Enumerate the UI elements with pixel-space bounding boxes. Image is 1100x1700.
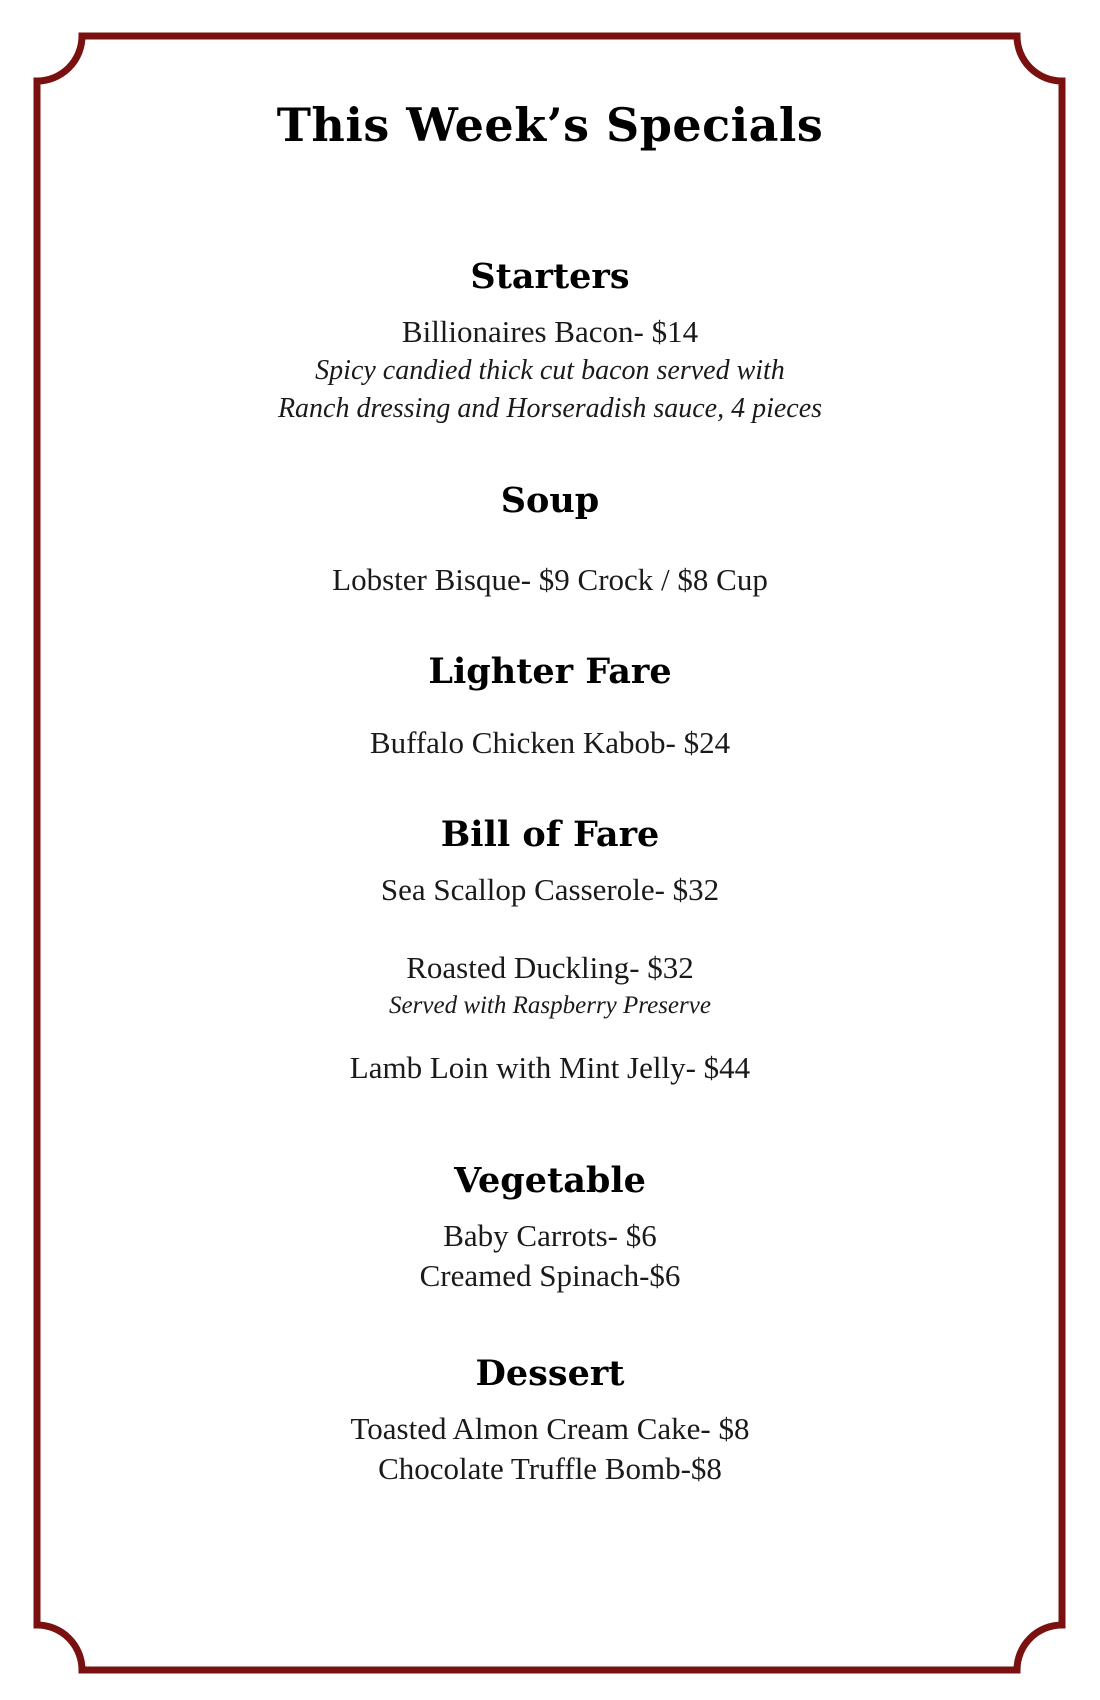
menu-item-billionaires-bacon: Billionaires Bacon- $14 <box>401 314 699 349</box>
menu-item-description: Spicy candied thick cut bacon served with <box>315 355 785 387</box>
menu-item-chocolate-truffle-bomb: Chocolate Truffle Bomb-$8 <box>378 1451 722 1487</box>
menu-item-roasted-duckling: Roasted Duckling- $32 <box>406 950 694 986</box>
menu-item-description: Ranch dressing and Horseradish sauce, 4 pieces <box>277 393 823 425</box>
section-lighter-fare <box>0 651 1100 763</box>
menu-item-lamb-loin: Lamb Loin with Mint Jelly- $44 <box>349 1050 751 1086</box>
menu-item-lobster-bisque: Lobster Bisque- $9 Crock / $8 Cup <box>332 562 768 597</box>
section-heading-vegetable: Vegetable <box>454 1160 646 1201</box>
menu-item-buffalo-chicken-kabob: Buffalo Chicken Kabob- $24 <box>369 725 731 760</box>
menu-item-description: Served with Raspberry Preserve <box>389 991 711 1019</box>
section-soup <box>0 480 1100 600</box>
section-heading-soup: Soup <box>500 480 600 521</box>
menu-item-sea-scallop-casserole: Sea Scallop Casserole- $32 <box>380 872 720 907</box>
section-heading-starters: Starters <box>470 256 630 297</box>
menu-item-baby-carrots: Baby Carrots- $6 <box>443 1218 657 1253</box>
menu-title: This Week’s Specials <box>276 98 824 152</box>
section-heading-bill-of-fare: Bill of Fare <box>440 814 660 855</box>
menu-item-creamed-spinach: Creamed Spinach-$6 <box>419 1258 681 1294</box>
section-heading-dessert: Dessert <box>475 1353 625 1394</box>
section-starters <box>0 256 1100 428</box>
menu-item-almond-cream-cake: Toasted Almon Cream Cake- $8 <box>350 1411 750 1446</box>
section-dessert <box>0 1353 1100 1490</box>
section-heading-lighter-fare: Lighter Fare <box>428 651 672 692</box>
section-vegetable <box>0 1160 1100 1297</box>
section-bill-of-fare <box>0 814 1100 1089</box>
